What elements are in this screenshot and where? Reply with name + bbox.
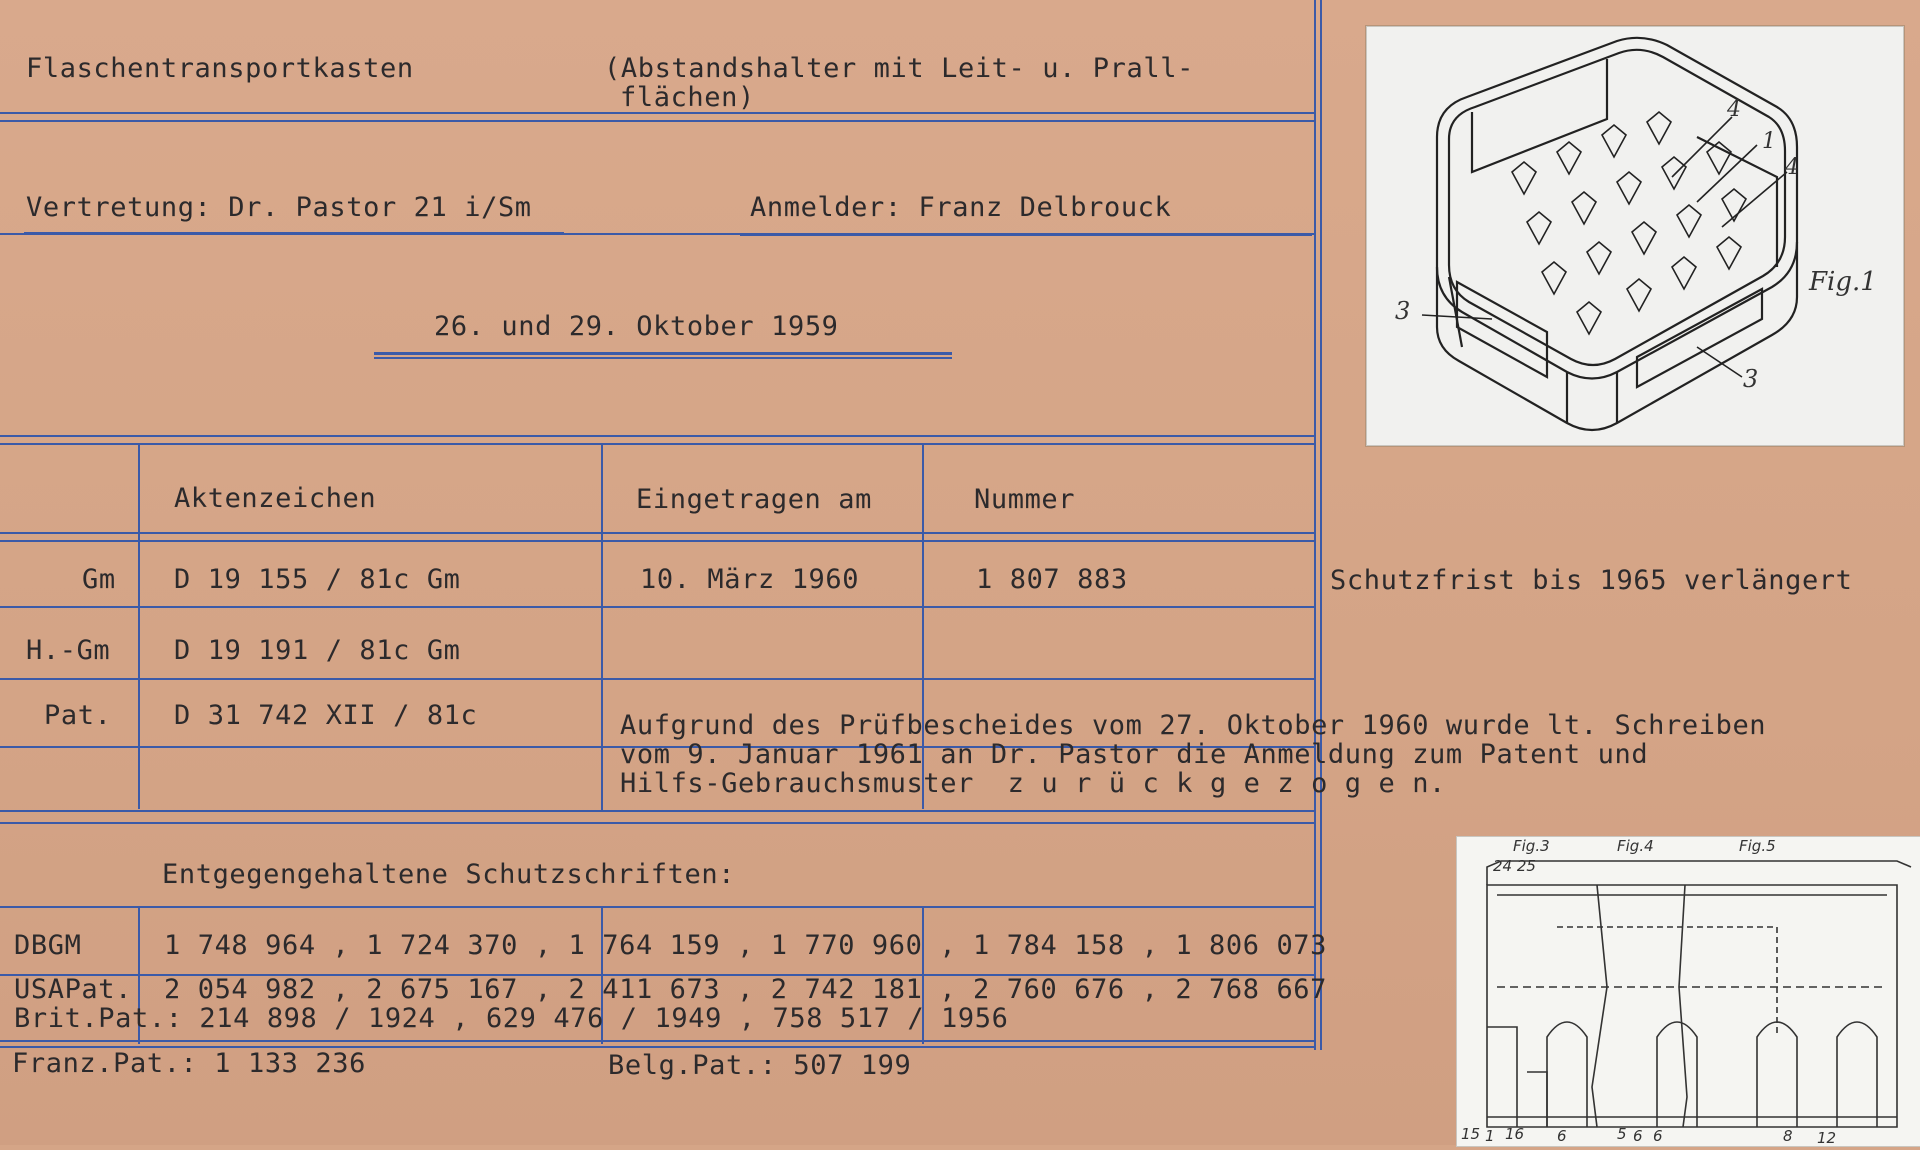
- ref-6a: 6: [1557, 1127, 1567, 1145]
- figure-3-5-photo: [1456, 836, 1920, 1147]
- brit-patents: Brit.Pat.: 214 898 / 1924 , 629 476 / 1949 , 758 517 / 1956: [14, 1003, 1009, 1034]
- document-title: Flaschentransportkasten: [26, 53, 414, 84]
- document-subtitle-line2: flächen): [620, 82, 755, 113]
- row-gm-aktenzeichen: D 19 155 / 81c Gm: [174, 564, 461, 595]
- fig-1-ref-3b: 3: [1743, 365, 1759, 393]
- row-gm-note: Schutzfrist bis 1965 verlängert: [1330, 565, 1853, 596]
- fig-1-ref-1: 1: [1762, 129, 1776, 154]
- dbgm-values: 1 748 964 , 1 724 370 , 1 764 159 , 1 770 960 , 1 784 158 , 1 806 073: [164, 930, 1328, 961]
- figure-1-photo: [1366, 26, 1904, 446]
- withdrawal-remark-line3: Hilfs-Gebrauchsmuster z u r ü c k g e z o g e n.: [620, 768, 1446, 799]
- withdrawal-remark-line1: Aufgrund des Prüfbescheides vom 27. Oktober 1960 wurde lt. Schreiben: [620, 710, 1767, 741]
- row-pat-aktenzeichen: D 31 742 XII / 81c: [174, 700, 478, 731]
- dbgm-label: DBGM: [14, 930, 82, 961]
- fig-3-refs-top: 24 25: [1493, 857, 1536, 875]
- row-type-pat: Pat.: [44, 700, 112, 731]
- ref-6c: 6: [1653, 1127, 1663, 1145]
- usa-label: USAPat.: [14, 974, 132, 1005]
- withdrawal-remark-line2: vom 9. Januar 1961 an Dr. Pastor die Anmeldung zum Patent und: [620, 739, 1649, 770]
- ref-16: 16: [1505, 1125, 1525, 1143]
- fig-1-ref-4a: 4: [1727, 97, 1741, 122]
- col-header-eingetragen: Eingetragen am: [636, 484, 872, 515]
- row-gm-nummer: 1 807 883: [976, 564, 1128, 595]
- row-type-gm: Gm: [82, 564, 116, 595]
- fig-4-label: Fig.4: [1617, 837, 1654, 855]
- usa-values: 2 054 982 , 2 675 167 , 2 411 673 , 2 742 181 , 2 760 676 , 2 768 667: [164, 974, 1328, 1005]
- filing-date: 26. und 29. Oktober 1959: [434, 311, 839, 342]
- col-header-nummer: Nummer: [974, 484, 1076, 515]
- row-type-hgm: H.-Gm: [26, 635, 111, 666]
- document-subtitle-line1: (Abstandshalter mit Leit- u. Prall-: [604, 53, 1194, 84]
- row-gm-eingetragen: 10. März 1960: [640, 564, 860, 595]
- ref-12: 12: [1817, 1129, 1837, 1147]
- fig-1-ref-4b: 4: [1785, 155, 1799, 180]
- row-hgm-aktenzeichen: D 19 191 / 81c Gm: [174, 635, 461, 666]
- fig-1-label: Fig.1: [1809, 267, 1877, 297]
- ref-6b: 6: [1633, 1127, 1643, 1145]
- representative: Vertretung: Dr. Pastor 21 i/Sm: [26, 192, 532, 223]
- fig-5-label: Fig.5: [1739, 837, 1776, 855]
- crate-perspective-drawing: [1367, 27, 1903, 445]
- belg-patent: Belg.Pat.: 507 199: [608, 1050, 912, 1081]
- col-header-aktenzeichen: Aktenzeichen: [174, 483, 377, 514]
- applicant: Anmelder: Franz Delbrouck: [750, 192, 1172, 223]
- ref-5: 5: [1617, 1125, 1627, 1143]
- fig-3-label: Fig.3: [1513, 837, 1550, 855]
- ref-1: 1: [1485, 1127, 1495, 1145]
- fig-1-ref-3a: 3: [1395, 297, 1411, 325]
- ref-15: 15: [1461, 1125, 1481, 1143]
- franz-patent: Franz.Pat.: 1 133 236: [12, 1048, 366, 1079]
- ref-8: 8: [1783, 1127, 1793, 1145]
- citations-heading: Entgegengehaltene Schutzschriften:: [162, 859, 736, 890]
- crate-section-drawing: [1457, 837, 1920, 1146]
